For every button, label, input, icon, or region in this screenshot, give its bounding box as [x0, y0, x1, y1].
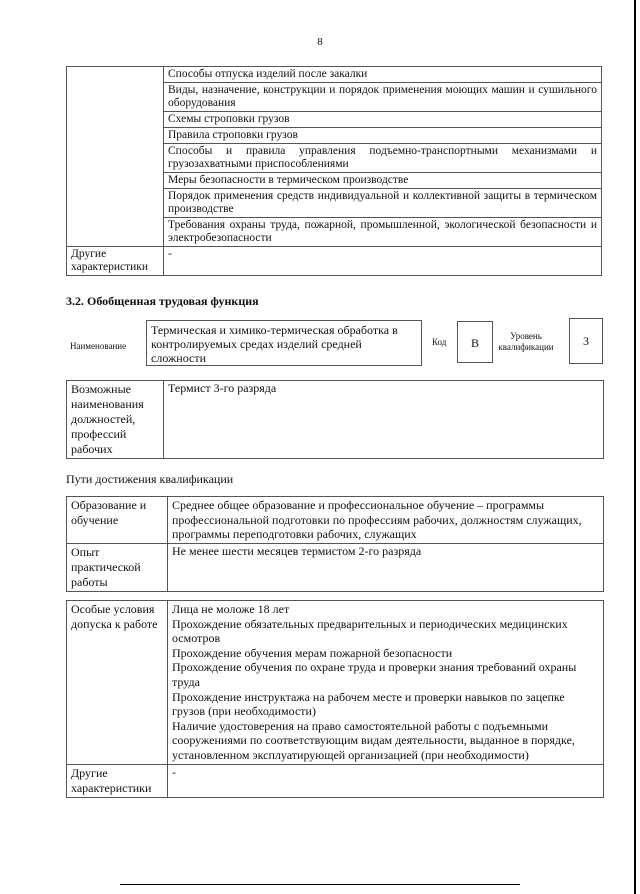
condition-item: Прохождение обучения по охране труда и проверки знания требований охраны труда	[172, 660, 577, 689]
knowledge-row: Способы и правила управления подъемно-транспортными механизмами и грузозахватными приспособлениями	[164, 144, 602, 173]
code-value: B	[470, 336, 479, 350]
knowledge-row: Способы отпуска изделий после закалки	[164, 67, 602, 83]
conditions-label: Особые условия допуска к работе	[67, 601, 168, 765]
other-characteristics-label: Другие характеристики	[67, 764, 168, 797]
condition-item: Прохождение инструктажа на рабочем месте и проверки навыков по зацепке грузов (при необходимости)	[172, 689, 565, 719]
positions-label: Возможные наименования должностей, профессий рабочих	[67, 381, 164, 459]
condition-item: Наличие удостоверения на право самостоятельной работы с подъемными сооружениями по соответствующим видам деятельности, выданное в порядке, установленном эксплуатирующей организацией (при необходимости)	[172, 718, 575, 762]
knowledge-row: Виды, назначение, конструкции и порядок применения моющих машин и сушильного оборудования	[164, 83, 602, 112]
page-bottom-edge	[120, 884, 520, 885]
level-label: Уровень квалификации	[498, 331, 554, 352]
condition-item: Прохождение обязательных предварительных и периодических медицинских осмотров	[172, 616, 568, 646]
education-table	[66, 496, 604, 592]
knowledge-row: Порядок применения средств индивидуальной и коллективной защиты в термическом производстве	[164, 189, 602, 218]
knowledge-table	[66, 66, 602, 276]
experience-value: Не менее шести месяцев термистом 2-го разряда	[168, 543, 604, 591]
conditions-list	[168, 601, 604, 765]
other-characteristics-value: -	[168, 764, 604, 797]
knowledge-table-label-cell	[67, 67, 164, 247]
page-number: 8	[317, 36, 323, 48]
positions-value: Термист 3-го разряда	[164, 381, 604, 459]
section-title: 3.2. Обобщенная трудовая функция	[66, 294, 259, 308]
function-name-box	[146, 320, 422, 366]
knowledge-row: Схемы строповки грузов	[164, 112, 602, 128]
scan-edge-line	[634, 0, 636, 894]
other-characteristics-value: -	[164, 247, 602, 276]
knowledge-row: Правила строповки грузов	[164, 128, 602, 144]
name-label: Наименование	[70, 341, 127, 351]
education-label: Образование и обучение	[67, 497, 168, 544]
condition-item: Лица не моложе 18 лет	[172, 602, 290, 616]
level-box	[569, 318, 603, 364]
condition-item: Прохождение обучения мерам пожарной безопасности	[172, 645, 453, 660]
knowledge-row: Меры безопасности в термическом производстве	[164, 173, 602, 189]
paths-title: Пути достижения квалификации	[66, 472, 234, 486]
other-characteristics-label: Другие характеристики	[67, 247, 164, 276]
code-label: Код	[432, 337, 447, 347]
education-value: Среднее общее образование и профессиональное обучение – программы профессиональной подготовки по профессиям рабочих, должностям служащих, программы переподготовки рабочих, служащих	[168, 497, 604, 544]
function-name: Термическая и химико-термическая обработка в контролируемых средах изделий средней сложности	[151, 323, 398, 365]
positions-table	[66, 380, 604, 459]
knowledge-row: Требования охраны труда, пожарной, промышленной, экологической безопасности и электробезопасности	[164, 218, 602, 247]
level-value: 3	[583, 334, 589, 348]
experience-label: Опыт практической работы	[67, 543, 168, 591]
conditions-table	[66, 600, 604, 798]
